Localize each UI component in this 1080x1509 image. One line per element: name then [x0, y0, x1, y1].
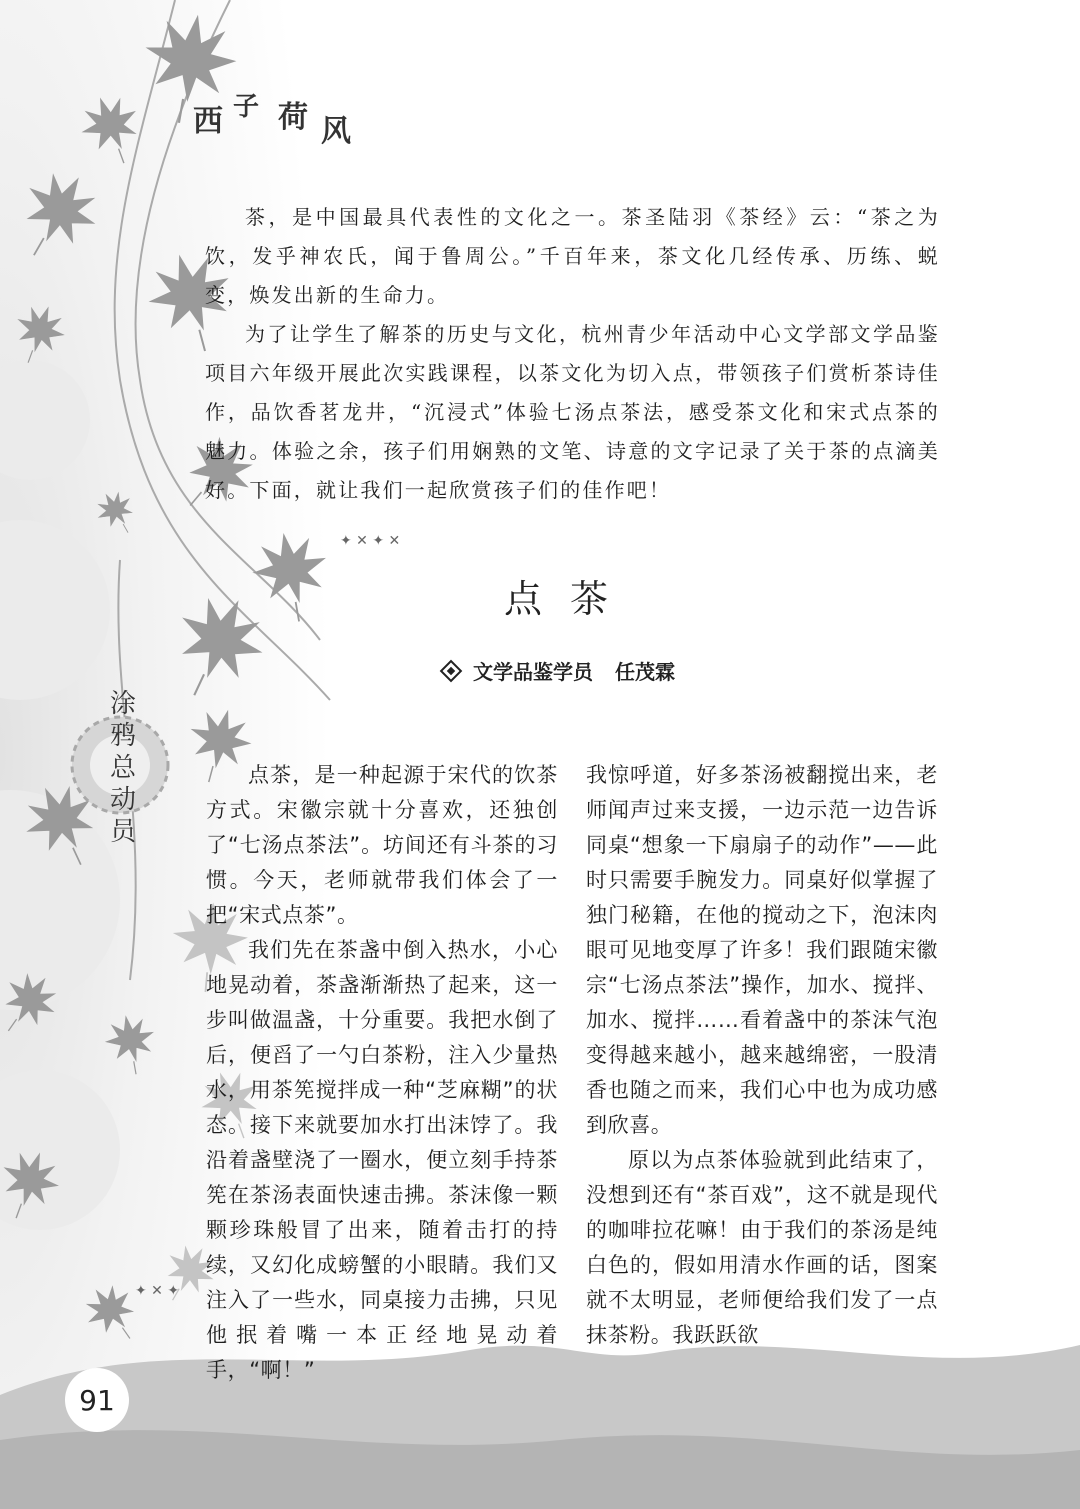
- column-title: [193, 92, 373, 152]
- side-label-char: 员: [109, 817, 136, 847]
- side-column-label: [103, 688, 143, 848]
- page-number: 91: [65, 1368, 129, 1432]
- side-label-char: 总: [109, 753, 136, 783]
- column-title-char: 风: [321, 114, 351, 149]
- byline: [443, 656, 675, 685]
- side-label-char: 鸦: [109, 721, 136, 751]
- side-label-char: 涂: [109, 689, 136, 719]
- column-title-char: 荷: [278, 100, 308, 135]
- article-title: 点茶: [503, 577, 636, 621]
- intro-paragraph: 为了让学生了解茶的历史与文化，杭州青少年活动中心文学部文学品鉴项目六年级开展此次实践课程，以茶文化为切入点，带领孩子们赏析茶诗佳作，品饮香茗龙井，“沉浸式”体验七汤点茶法，感受茶文化和宋式点茶的魅力。体验之余，孩子们用娴熟的文笔、诗意的文字记录了关于茶的点滴美好。下面，就让我们一起欣赏孩子们的佳作吧！: [205, 322, 940, 502]
- article-column-right: [586, 758, 938, 1353]
- article-paragraph: 我们先在茶盏中倒入热水，小心地晃动着，茶盏渐渐热了起来，这一步叫做温盏，十分重要。我把水倒了后，便舀了一勺白茶粉，注入少量热水，用茶筅搅拌成一种“芝麻糊”的状态。接下来就要加水打出沫饽了。我沿着盏壁浇了一圈水，便立刻手持茶筅在茶汤表面快速击拂。茶沫像一颗颗珍珠般冒了出来，随着击打的持续，又幻化成螃蟹的小眼睛。我们又注入了一些水，同桌接力击拂，只见他抿着嘴一本正经地晃动着手，“啊！”: [206, 938, 558, 1382]
- diamond-icon: [440, 659, 463, 682]
- column-title-char: 西: [193, 104, 223, 139]
- intro-section: [205, 198, 940, 510]
- article-paragraph: 我惊呼道，好多茶汤被翻搅出来，老师闻声过来支援，一边示范一边告诉同桌“想象一下扇扇子的动作”——此时只需要手腕发力。同桌好似掌握了独门秘籍，在他的搅动之下，泡沫肉眼可见地变厚了许多！我们跟随宋徽宗“七汤点茶法”操作，加水、搅拌、加水、搅拌……看着盏中的茶沫气泡变得越来越小，越来越绵密，一股清香也随之而来，我们心中也为成功感到欣喜。: [586, 763, 938, 1137]
- byline-role: 文学品鉴学员: [473, 660, 593, 684]
- intro-paragraph: 茶，是中国最具代表性的文化之一。茶圣陆羽《茶经》云：“茶之为饮，发乎神农氏，闻于鲁周公。”千百年来，茶文化几经传承、历练、蜕变，焕发出新的生命力。: [205, 205, 940, 307]
- svg-text:✦ ✕ ✦ ✕: ✦ ✕ ✦ ✕: [340, 533, 401, 549]
- article-column-left: [206, 758, 558, 1388]
- svg-text:✦ ✕ ✦: ✦ ✕ ✦: [135, 1283, 180, 1299]
- article-paragraph: 原以为点茶体验就到此结束了，没想到还有“茶百戏”，这不就是现代的咖啡拉花嘛！由于我们的茶汤是纯白色的，假如用清水作画的话，图案就不太明显，老师便给我们发了一点抹茶粉。我跃跃欲: [586, 1148, 938, 1347]
- column-title-char: 子: [233, 92, 260, 122]
- byline-name: 任茂霖: [615, 660, 675, 684]
- article-paragraph: 点茶，是一种起源于宋代的饮茶方式。宋徽宗就十分喜欢，还独创了“七汤点茶法”。坊间还有斗茶的习惯。今天，老师就带我们体会了一把“宋式点茶”。: [206, 763, 558, 927]
- side-label-char: 动: [109, 785, 136, 815]
